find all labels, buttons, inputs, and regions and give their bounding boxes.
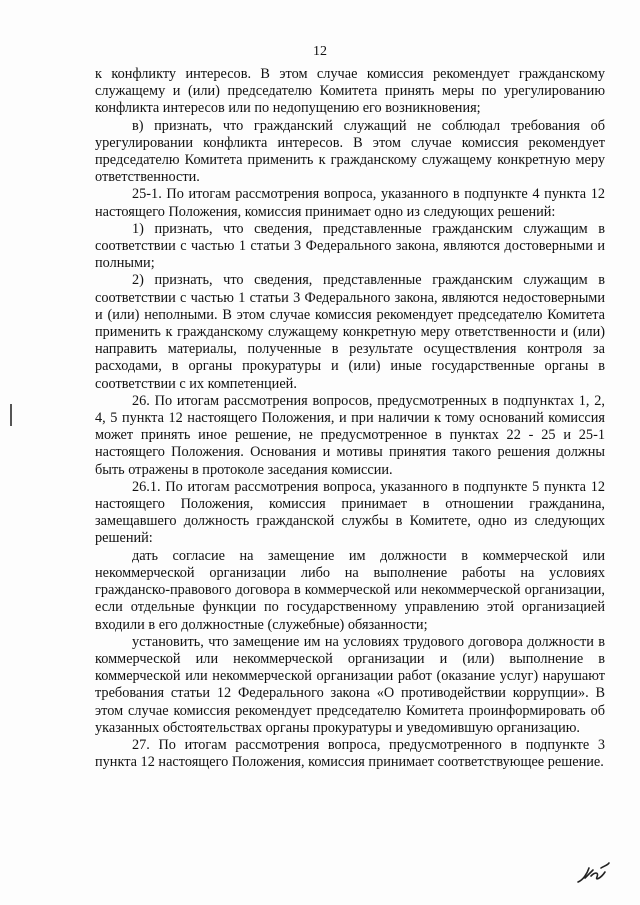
paragraph: к конфликту интересов. В этом случае комиссия рекомендует гражданскому служащему и (или) председателю Комитета принять меры по урегулированию конфликта интересов или по недопущению его возникновения; (95, 66, 605, 117)
paragraph: 1) признать, что сведения, представленные гражданским служащим в соответствии с частью 1 статьи 3 Федерального закона, являются достоверными и полными; (95, 220, 605, 272)
paragraph: 25-1. По итогам рассмотрения вопроса, указанного в подпункте 4 пункта 12 настоящего Положения, комиссия принимает одно из следующих решений: (95, 186, 605, 220)
paragraph: в) признать, что гражданский служащий не соблюдал требования об урегулировании конфликта интересов. В этом случае комиссия рекомендует председателю Комитета применить к гражданскому служащему конкретную меру ответственности. (95, 117, 605, 186)
paragraph: 27. По итогам рассмотрения вопроса, предусмотренного в подпункте 3 пункта 12 настоящего Положения, комиссия принимает соответствующее решение. (95, 736, 605, 771)
paragraph: дать согласие на замещение им должности в коммерческой или некоммерческой организации либо на выполнение работы на условиях гражданско-правового договора в коммерческой или некоммерческой организации, если отдельные функции по государственному управлению этой организацией входили в его должностные (служебные) обязанности; (95, 547, 605, 633)
handwritten-signature (575, 860, 611, 886)
paragraph: 2) признать, что сведения, представленные гражданским служащим в соответствии с частью 1 статьи 3 Федерального закона, являются недостоверными и (или) неполными. В этом случае комиссия рекомендует председателю Комитета применить к гражданскому служащему конкретную меру ответственности и (или) направить материалы, полученные в результате осуществления контроля за расходами, в органы прокуратуры и (или) иные государственные органы в соответствии с их компетенцией. (95, 272, 605, 392)
paragraph: установить, что замещение им на условиях трудового договора должности в коммерческой или некоммерческой организации и (или) выполнение в коммерческой или некоммерческой организации работ (оказание услуг) нарушают требования статьи 12 Федерального закона «О противодействии коррупции». В этом случае комиссия рекомендует председателю Комитета проинформировать об указанных обстоятельствах органы прокуратуры и уведомившую организацию. (95, 633, 605, 736)
margin-mark (10, 404, 12, 426)
paragraph: 26. По итогам рассмотрения вопросов, предусмотренных в подпунктах 1, 2, 4, 5 пункта 12 настоящего Положения, и при наличии к тому оснований комиссия может принять иное решение, не предусмотренное в пунктах 22 - 25 и 25-1 настоящего Положения. Основания и мотивы принятия такого решения должны быть отражены в протоколе заседания комиссии. (95, 392, 605, 478)
paragraph: 26.1. По итогам рассмотрения вопроса, указанного в подпункте 5 пункта 12 настоящего Положения, комиссия принимает в отношении гражданина, замещавшего должность гражданской службы в Комитете, одно из следующих решений: (95, 478, 605, 547)
body-text (95, 66, 605, 771)
page-number: 12 (313, 44, 327, 59)
